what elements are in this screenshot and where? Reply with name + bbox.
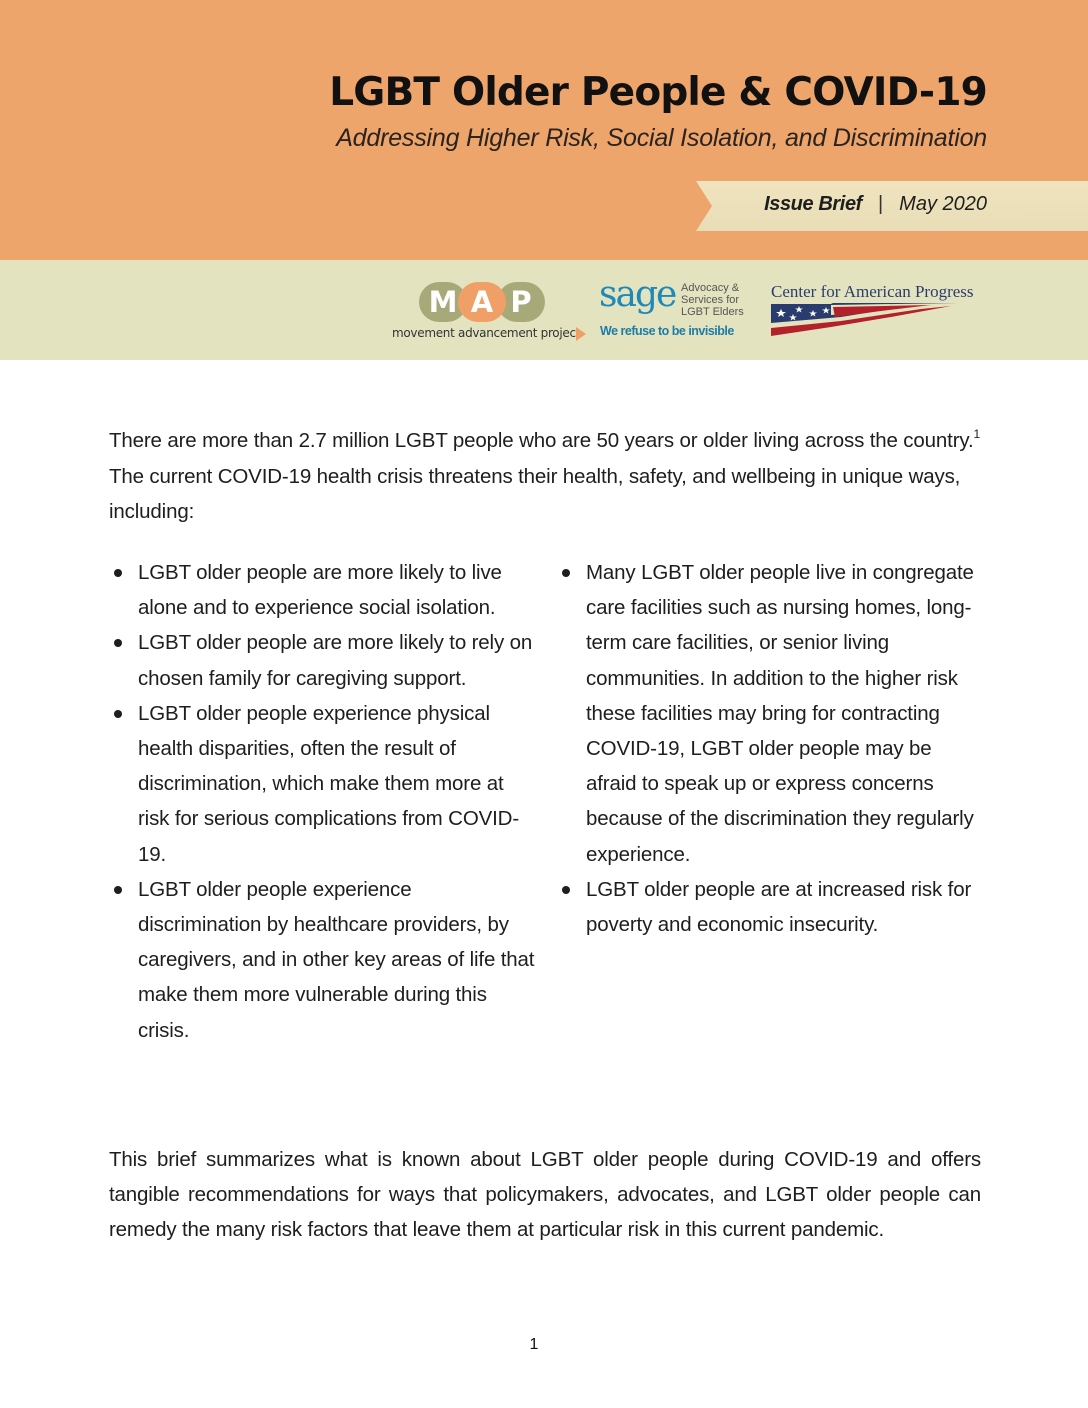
sage-desc-line: Advocacy & bbox=[681, 282, 740, 294]
map-logo-mark bbox=[419, 282, 545, 322]
cap-name: Center for American Progress bbox=[771, 282, 974, 301]
intro-paragraph bbox=[109, 423, 981, 530]
page-number: 1 bbox=[529, 1336, 539, 1353]
bullet-icon bbox=[562, 569, 570, 577]
map-letter-m: M bbox=[419, 282, 467, 322]
list-item-text: Many LGBT older people live in congregate care facilities such as nursing homes, long-term care facilities, or senior living communities. In addition to the higher risk these facilities may bring for contracting COVID-19, LGBT older people may be afraid to speak up or express concerns because of the discrimination they regularly experience. bbox=[586, 561, 974, 866]
list-item-text: LGBT older people are at increased risk for poverty and economic insecurity. bbox=[586, 877, 972, 937]
doc-type-label: Issue Brief bbox=[764, 193, 862, 215]
list-item bbox=[109, 625, 539, 695]
list-item-text: LGBT older people are more likely to live alone and to experience social isolation. bbox=[138, 561, 502, 620]
sage-wordmark: sage bbox=[599, 274, 676, 315]
sage-logo bbox=[599, 274, 751, 342]
map-tagline: movement advancement project bbox=[392, 326, 581, 340]
list-item-text: LGBT older people are more likely to rely on chosen family for caregiving support. bbox=[138, 631, 533, 690]
list-item-text: LGBT older people experience discrimination by healthcare providers, by caregivers, and in other key areas of life that make them more vulnerable during this crisis. bbox=[138, 877, 535, 1042]
bullet-icon bbox=[114, 886, 122, 894]
bullet-icon bbox=[114, 710, 122, 718]
list-item bbox=[109, 555, 539, 625]
publication-date: May 2020 bbox=[899, 193, 987, 215]
map-letter-p: P bbox=[497, 282, 545, 322]
american-flag-icon bbox=[771, 301, 956, 337]
intro-text-cont: The current COVID-19 health crisis threatens their health, safety, and wellbeing in unique ways, including: bbox=[109, 464, 961, 523]
map-logo bbox=[392, 280, 587, 342]
list-item bbox=[557, 872, 987, 942]
page-title: LGBT Older People & COVID-19 bbox=[329, 70, 987, 115]
list-item-text: LGBT older people experience physical health disparities, often the result of discrimination, which make them more at risk for serious complications from COVID-19. bbox=[138, 701, 520, 866]
bullet-list-left bbox=[109, 555, 539, 1048]
list-item bbox=[557, 555, 987, 872]
intro-text: There are more than 2.7 million LGBT people who are 50 years or older living across the country. bbox=[109, 429, 974, 452]
sage-tagline: We refuse to be invisible bbox=[600, 324, 734, 338]
meta-separator: | bbox=[877, 193, 884, 215]
bullet-icon bbox=[114, 569, 122, 577]
list-item bbox=[109, 696, 539, 872]
cap-logo bbox=[771, 282, 993, 338]
play-arrow-icon bbox=[576, 327, 586, 341]
sage-desc-line: LGBT Elders bbox=[681, 306, 744, 318]
bullet-icon bbox=[114, 639, 122, 647]
list-item bbox=[109, 872, 539, 1048]
summary-paragraph: This brief summarizes what is known about LGBT older people during COVID-19 and offers tangible recommendations for ways that policymakers, advocates, and LGBT older people can remedy the many risk factors that leave them at particular risk in this current pandemic. bbox=[109, 1148, 981, 1242]
issue-meta bbox=[764, 193, 987, 216]
sage-desc-line: Services for bbox=[681, 294, 740, 306]
sage-description bbox=[681, 282, 744, 318]
page-subtitle: Addressing Higher Risk, Social Isolation, and Discrimination bbox=[336, 124, 987, 152]
bullet-icon bbox=[562, 886, 570, 894]
footnote-ref[interactable]: 1 bbox=[973, 427, 981, 441]
bullet-list-right bbox=[557, 555, 987, 942]
map-letter-a: A bbox=[458, 282, 506, 322]
